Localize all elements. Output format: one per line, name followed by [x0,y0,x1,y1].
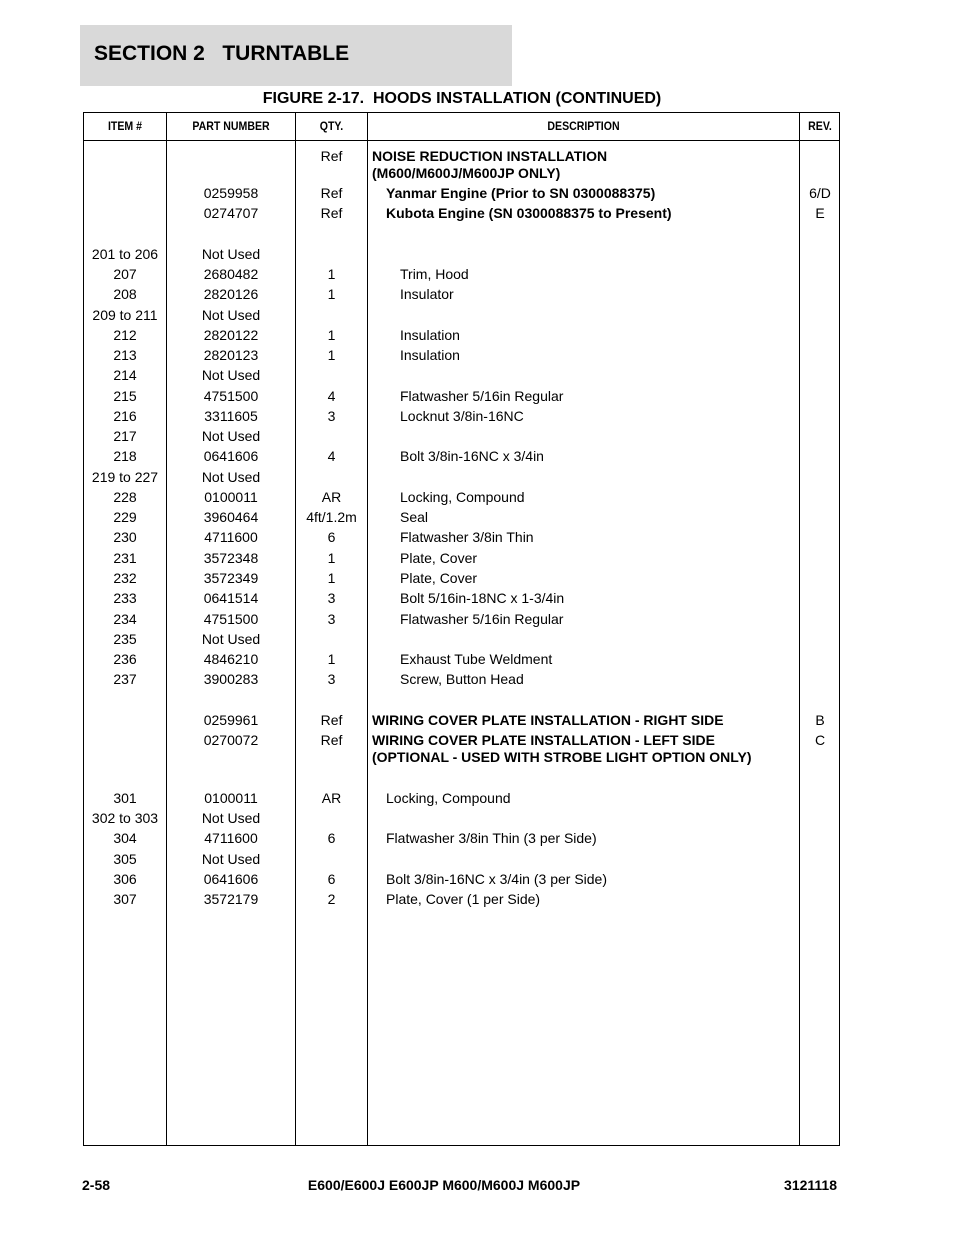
table-row-description: Insulator [400,286,454,302]
table-row-part-number: 2820123 [203,347,259,363]
table-row-part-number: Not Used [201,367,261,383]
table-row-description: Insulation [400,327,460,343]
table-row-description: Locking, Compound [386,790,511,806]
table-row-part-number: Not Used [201,631,261,647]
table-row-description: Bolt 5/16in-18NC x 1-3/4in [400,590,565,606]
table-row-part-number: 0100011 [204,790,258,806]
table-row-quantity: 6 [327,529,336,545]
table-row-description: Flatwasher 5/16in Regular [400,388,564,404]
table-row-part-number: 3572179 [203,891,259,907]
table-row-part-number: 4751500 [203,388,259,404]
table-row-quantity: 4ft/1.2m [306,509,357,525]
table-row-description: Locknut 3/8in-16NC [400,408,524,424]
table-row-description: Trim, Hood [400,266,469,282]
table-row-quantity: 1 [327,266,336,282]
table-row-quantity: 1 [327,347,336,363]
table-row-item-number: 208 [113,286,137,302]
table-row-revision: C [814,732,826,748]
table-row-item-number: 212 [113,327,137,343]
table-row-quantity: 2 [327,891,336,907]
table-row-item-number: 304 [113,830,137,846]
table-row-description: WIRING COVER PLATE INSTALLATION - LEFT SIDE (OPTIONAL - USED WITH STROBE LIGHT OPTION ONLY) [372,732,752,765]
table-row-quantity: Ref [320,148,343,164]
section-banner [80,25,512,86]
table-row-description: Bolt 3/8in-16NC x 3/4in [400,448,544,464]
table-row-item-number: 234 [113,611,137,627]
table-row-part-number: 4846210 [203,651,259,667]
document-number: 3121118 [784,1177,837,1193]
section-title: SECTION 2 TURNTABLE [94,42,350,65]
table-row-description: Kubota Engine (SN 0300088375 to Present) [386,205,672,221]
model-list: E600/E600J E600JP M600/M600J M600JP [307,1177,581,1193]
table-row-description: Locking, Compound [400,489,525,505]
table-row-quantity: AR [321,790,342,806]
table-row-part-number: 4711600 [204,830,258,846]
header-rev: REV. [808,119,832,133]
table-row-quantity: 1 [327,327,336,343]
table-row-part-number: 0274707 [203,205,259,221]
table-row-part-number: 3311605 [204,408,258,424]
table-row-item-number: 229 [113,509,137,525]
page-number: 2-58 [82,1177,111,1193]
table-row-item-number: 237 [113,671,137,687]
table-row-part-number: 0259961 [203,712,259,728]
table-row-item-number: 214 [113,367,137,383]
header-item: ITEM # [107,119,143,133]
table-row-quantity: 3 [327,408,336,424]
table-row-item-number: 213 [113,347,137,363]
table-row-quantity: 3 [327,611,336,627]
table-row-description: Insulation [400,347,460,363]
table-row-part-number: Not Used [201,428,261,444]
table-row-item-number: 216 [113,408,137,424]
header-part-number: PART NUMBER [192,119,270,133]
table-row-item-number: 219 to 227 [91,469,159,485]
table-row-part-number: 0270072 [203,732,259,748]
table-row-description: Plate, Cover [400,550,478,566]
table-row-item-number: 230 [113,529,137,545]
figure-title: FIGURE 2-17. HOODS INSTALLATION (CONTINUED) [262,90,662,107]
table-row-item-number: 301 [113,790,137,806]
table-row-description: Exhaust Tube Weldment [400,651,553,667]
table-row-revision: B [815,712,825,728]
table-row-item-number: 307 [113,891,137,907]
table-row-part-number: 3960464 [203,509,259,525]
table-row-item-number: 228 [113,489,137,505]
table-row-part-number: Not Used [201,810,261,826]
table-row-part-number: 2820126 [203,286,259,302]
header-qty: QTY. [319,119,344,133]
table-row-part-number: 3900283 [203,671,259,687]
table-row-description: Screw, Button Head [400,671,524,687]
table-row-item-number: 231 [113,550,137,566]
table-row-revision: E [815,205,825,221]
table-row-part-number: Not Used [201,307,261,323]
table-row-quantity: 3 [327,671,336,687]
table-row-quantity: Ref [320,732,343,748]
table-row-quantity: 1 [327,550,336,566]
table-row-item-number: 236 [113,651,137,667]
table-row-description: Seal [400,509,429,525]
table-row-quantity: Ref [320,205,343,221]
table-row-part-number: 0641606 [203,448,259,464]
table-row-item-number: 306 [113,871,137,887]
table-row-description: Plate, Cover [400,570,478,586]
table-row-part-number: 3572349 [203,570,259,586]
table-row-description: Flatwasher 3/8in Thin [400,529,534,545]
parts-table [83,112,840,1146]
table-row-part-number: 4751500 [203,611,259,627]
table-row-item-number: 209 to 211 [92,307,158,323]
table-row-part-number: 2680482 [203,266,259,282]
table-row-part-number: Not Used [201,851,261,867]
table-row-part-number: 3572348 [203,550,259,566]
table-row-quantity: AR [321,489,342,505]
table-row-description: NOISE REDUCTION INSTALLATION (M600/M600J/M600JP ONLY) [372,148,608,181]
table-row-item-number: 207 [113,266,137,282]
table-row-description: Plate, Cover (1 per Side) [386,891,541,907]
header-divider [84,140,839,141]
table-row-item-number: 235 [113,631,137,647]
table-row-item-number: 233 [113,590,137,606]
table-row-revision: 6/D [809,185,831,201]
table-row-quantity: 4 [327,448,336,464]
table-row-item-number: 201 to 206 [91,246,159,262]
table-row-part-number: Not Used [201,469,261,485]
table-row-item-number: 305 [113,851,137,867]
table-row-item-number: 215 [113,388,137,404]
table-row-item-number: 217 [113,428,137,444]
table-row-part-number: 0259958 [203,185,259,201]
table-row-item-number: 232 [113,570,137,586]
table-row-quantity: 1 [327,286,336,302]
table-row-part-number: 2820122 [203,327,259,343]
table-row-part-number: 0641606 [203,871,259,887]
table-row-quantity: 4 [327,388,336,404]
table-row-part-number: 0100011 [204,489,258,505]
table-row-quantity: Ref [320,185,343,201]
table-row-description: Bolt 3/8in-16NC x 3/4in (3 per Side) [386,871,607,887]
table-row-description: WIRING COVER PLATE INSTALLATION - RIGHT SIDE [372,712,724,728]
table-row-part-number: 0641514 [203,590,259,606]
table-row-part-number: Not Used [201,246,261,262]
table-row-description: Flatwasher 5/16in Regular [400,611,564,627]
table-row-item-number: 218 [113,448,137,464]
table-row-part-number: 4711600 [204,529,258,545]
table-row-description: Yanmar Engine (Prior to SN 0300088375) [386,185,656,201]
table-row-quantity: Ref [320,712,343,728]
column-divider [367,113,368,1145]
header-description: DESCRIPTION [547,119,620,133]
table-row-quantity: 6 [327,830,336,846]
table-row-quantity: 6 [327,871,336,887]
table-row-quantity: 1 [327,651,336,667]
table-row-item-number: 302 to 303 [91,810,159,826]
table-row-quantity: 1 [327,570,336,586]
table-row-quantity: 3 [327,590,336,606]
table-row-description: Flatwasher 3/8in Thin (3 per Side) [386,830,597,846]
